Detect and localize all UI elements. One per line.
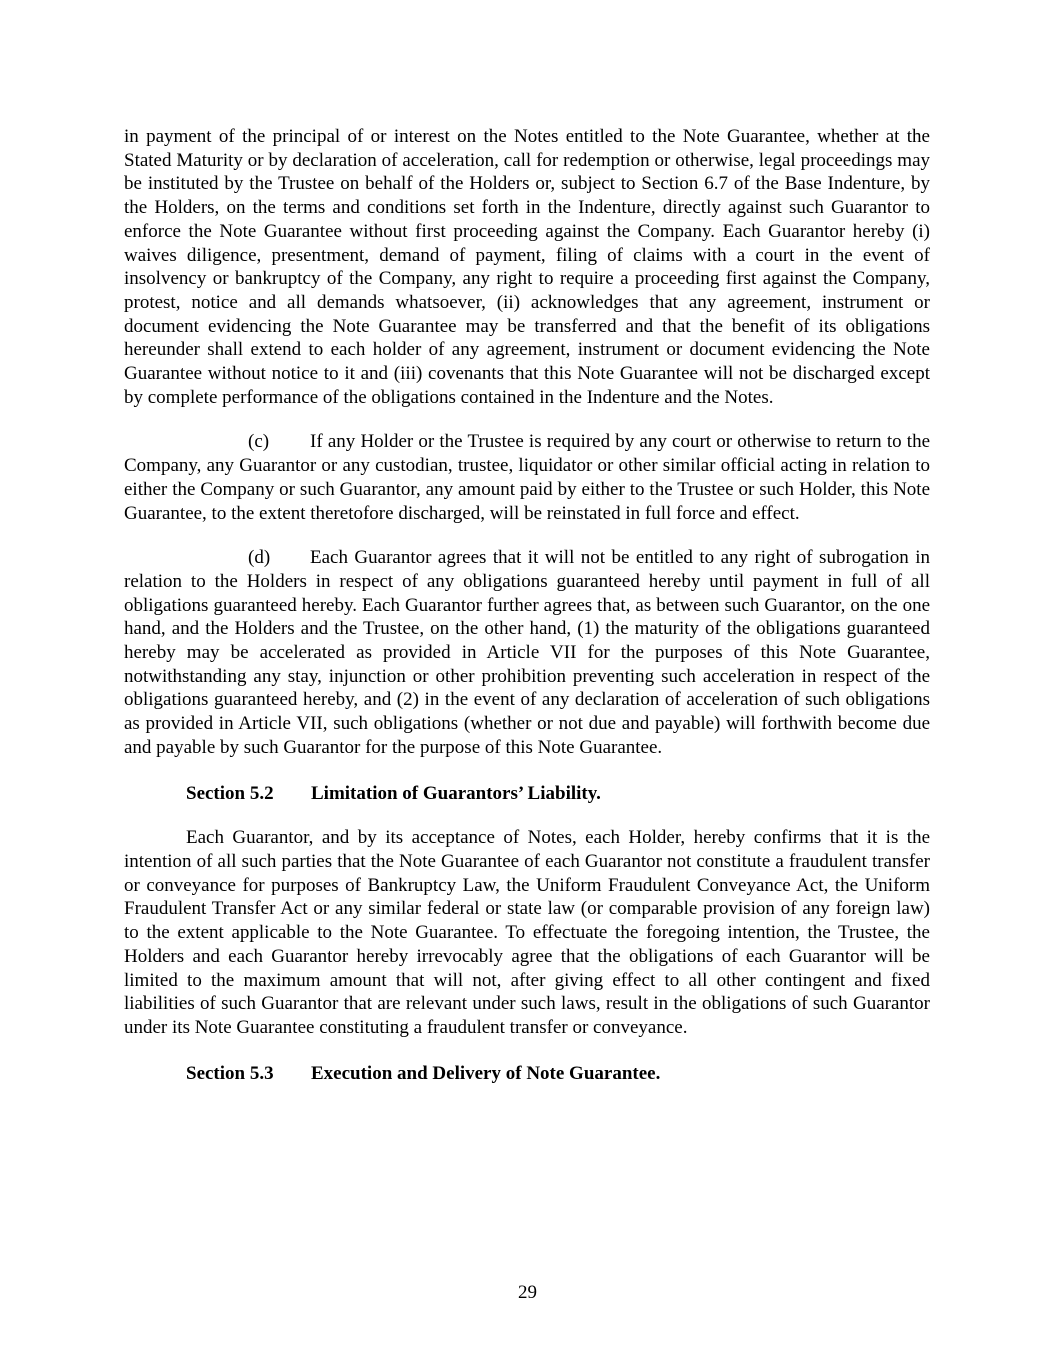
section-5-2-body: Each Guarantor, and by its acceptance of Notes, each Holder, hereby confirms that it is the intention of all such parties that the Note Guarantee of each Guarantor not constitute a fraudulent transfer or conveyance for purposes of Bankruptcy Law, the Uniform Fraudulent Conveyance Act, the Uniform Fraudulent Transfer Act or any similar federal or state law (or comparable provision of any foreign law) to the extent applicable to the Note Guarantee. To effectuate the foregoing intention, the Trustee, the Holders and each Guarantor hereby irrevocably agree that the obligations of each Guarantor will be limited to the maximum amount that will not, after giving effect to all other contingent and fixed liabilities of such Guarantor that are relevant under such laws, result in the obligations of such Guarantor under its Note Guarantee constituting a fraudulent transfer or conveyance. xyxy=(124,827,930,1038)
page-number: 29 xyxy=(518,1282,537,1303)
paragraph-c xyxy=(124,430,930,525)
paragraph-d-text: Each Guarantor agrees that it will not be entitled to any right of subrogation in relation to the Holders in respect of any obligations guaranteed hereby until payment in full of all obligations guaranteed hereby. Each Guarantor further agrees that, as between such Guarantor, on the one hand, and the Holders and the Trustee, on the other hand, (1) the maturity of the obligations guaranteed hereby may be accelerated as provided in Article VII for the purposes of this Note Guarantee, notwithstanding any stay, injunction or other prohibition preventing such acceleration in respect of the obligations guaranteed hereby, and (2) in the event of any declaration of acceleration of such obligations as provided in Article VII, such obligations (whether or not due and payable) will forthwith become due and payable by such Guarantor for the purpose of this Note Guarantee. xyxy=(124,547,930,758)
paragraph-d xyxy=(124,546,930,759)
section-5-3-number: Section 5.3 xyxy=(186,1062,274,1084)
section-5-2-number: Section 5.2 xyxy=(186,782,274,804)
document-page xyxy=(124,125,930,1085)
enumeration-label-c: (c) xyxy=(248,431,270,453)
section-5-2-heading xyxy=(124,782,930,806)
section-5-3-heading xyxy=(124,1062,930,1086)
enumeration-label-d: (d) xyxy=(248,547,271,569)
paragraph-c-text: If any Holder or the Trustee is required by any court or otherwise to return to the Company, any Guarantor or any custodian, trustee, liquidator or other similar official acting in relation to either the Company or such Guarantor, any amount paid by either to the Trustee or such Holder, this Note Guarantee, to the extent theretofore discharged, will be reinstated in full force and effect. xyxy=(124,431,930,524)
paragraph-continuation: in payment of the principal of or interest on the Notes entitled to the Note Guarantee, whether at the Stated Maturity or by declaration of acceleration, call for redemption or otherwise, legal proceedings may be instituted by the Trustee on behalf of the Holders or, subject to Section 6.7 of the Base Indenture, by the Holders, on the terms and conditions set forth in the Indenture, directly against such Guarantor to enforce the Note Guarantee without first proceeding against the Company. Each Guarantor hereby (i) waives diligence, presentment, demand of payment, filing of claims with a court in the event of insolvency or bankruptcy of the Company, any right to require a proceeding first against the Company, protest, notice and all demands whatsoever, (ii) acknowledges that any agreement, instrument or document evidencing the Note Guarantee may be transferred and that the benefit of its obligations hereunder shall extend to each holder of any agreement, instrument or document evidencing the Note Guarantee without notice to it and (iii) covenants that this Note Guarantee will not be discharged except by complete performance of the obligations contained in the Indenture and the Notes. xyxy=(124,126,930,408)
section-5-2-title: Limitation of Guarantors’ Liability. xyxy=(311,782,601,804)
section-5-3-title: Execution and Delivery of Note Guarantee. xyxy=(311,1062,661,1084)
